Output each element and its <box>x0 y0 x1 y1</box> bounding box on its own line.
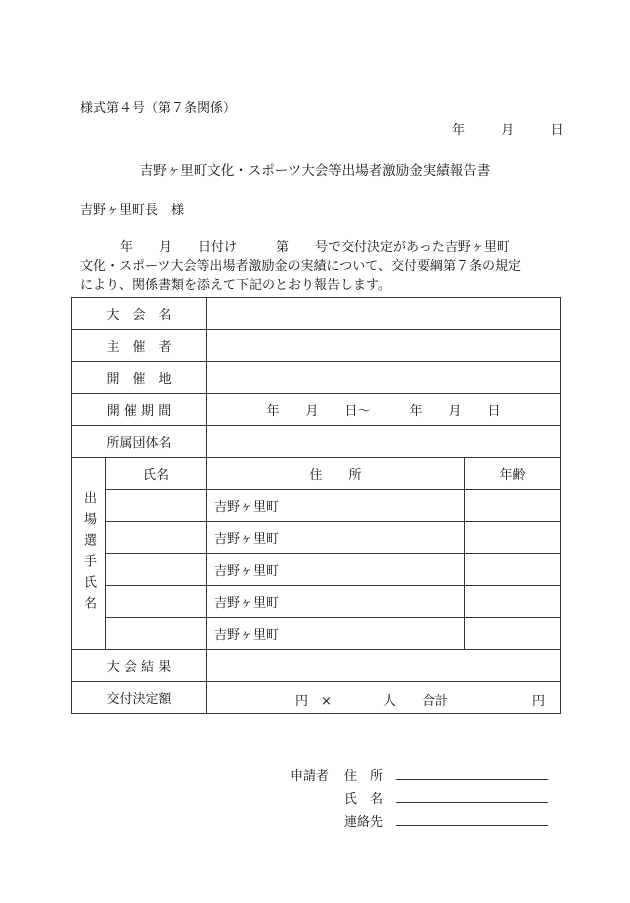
participant-age-field[interactable] <box>465 522 561 554</box>
participant-name-field[interactable] <box>106 586 207 618</box>
participant-address-field[interactable]: 吉野ヶ里町 <box>207 554 465 586</box>
applicant-address-label: 住 所 <box>344 769 384 784</box>
participants-label: 出場選手氏名 <box>81 490 96 617</box>
applicant-address-line[interactable] <box>396 765 548 780</box>
result-field[interactable] <box>207 650 561 682</box>
event-name-label: 大 会 名 <box>72 298 207 330</box>
organizer-field[interactable] <box>207 330 561 362</box>
period-field[interactable]: 年 月 日～ 年 月 日 <box>207 394 561 426</box>
col-header-address: 住 所 <box>207 458 465 490</box>
participant-name-field[interactable] <box>106 618 207 650</box>
amount-field[interactable] <box>207 682 561 714</box>
participant-name-field[interactable] <box>106 522 207 554</box>
body-line-2: 文化・スポーツ大会等出場者激励金の実績について、交付要綱第７条の規定 <box>80 259 521 274</box>
col-header-name: 氏名 <box>106 458 207 490</box>
amount-people-total: 人 合計 <box>383 694 449 709</box>
applicant-contact-line[interactable] <box>396 811 548 826</box>
document-title: 吉野ヶ里町文化・スポーツ大会等出場者激励金実績報告書 <box>139 163 491 179</box>
participants-label-cell <box>72 458 106 650</box>
participant-row <box>72 490 561 522</box>
amount-total-yen: 円 <box>532 694 546 709</box>
participant-name-field[interactable] <box>106 490 207 522</box>
event-name-field[interactable] <box>207 298 561 330</box>
body-line-3: により、関係書類を添えて下記のとおり報告します。 <box>80 278 391 293</box>
participant-age-field[interactable] <box>465 490 561 522</box>
amount-label: 交付決定額 <box>72 682 207 714</box>
body-text <box>80 238 560 295</box>
participant-row <box>72 618 561 650</box>
venue-label: 開 催 地 <box>72 362 207 394</box>
participant-age-field[interactable] <box>465 554 561 586</box>
participant-row <box>72 554 561 586</box>
venue-field[interactable] <box>207 362 561 394</box>
addressee: 吉野ヶ里町長 様 <box>80 203 185 218</box>
participant-age-field[interactable] <box>465 618 561 650</box>
applicant-block <box>290 765 548 834</box>
date-day: 日 <box>550 123 564 138</box>
col-header-age: 年齢 <box>465 458 561 490</box>
period-label: 開 催 期 間 <box>72 394 207 426</box>
body-line-1: 年 月 日付け 第 号で交付決定があった吉野ヶ里町 <box>120 240 510 255</box>
participant-address-field[interactable]: 吉野ヶ里町 <box>207 522 465 554</box>
applicant-contact-label: 連絡先 <box>344 815 384 830</box>
organizer-label: 主 催 者 <box>72 330 207 362</box>
date-line <box>452 119 564 138</box>
participant-address-field[interactable]: 吉野ヶ里町 <box>207 586 465 618</box>
report-table <box>71 297 561 714</box>
applicant-label: 申請者 <box>290 769 330 784</box>
applicant-name-line[interactable] <box>396 788 548 803</box>
group-label: 所属団体名 <box>72 426 207 458</box>
applicant-name-label: 氏 名 <box>344 792 384 807</box>
participant-row <box>72 586 561 618</box>
result-label: 大 会 結 果 <box>72 650 207 682</box>
participant-age-field[interactable] <box>465 586 561 618</box>
participant-row <box>72 522 561 554</box>
group-field[interactable] <box>207 426 561 458</box>
form-number: 様式第４号（第７条関係） <box>80 101 237 116</box>
participant-address-field[interactable]: 吉野ヶ里町 <box>207 490 465 522</box>
participant-address-field[interactable]: 吉野ヶ里町 <box>207 618 465 650</box>
date-year: 年 <box>452 123 466 138</box>
amount-yen-times: 円 × <box>295 694 332 709</box>
participant-name-field[interactable] <box>106 554 207 586</box>
date-month: 月 <box>501 123 515 138</box>
